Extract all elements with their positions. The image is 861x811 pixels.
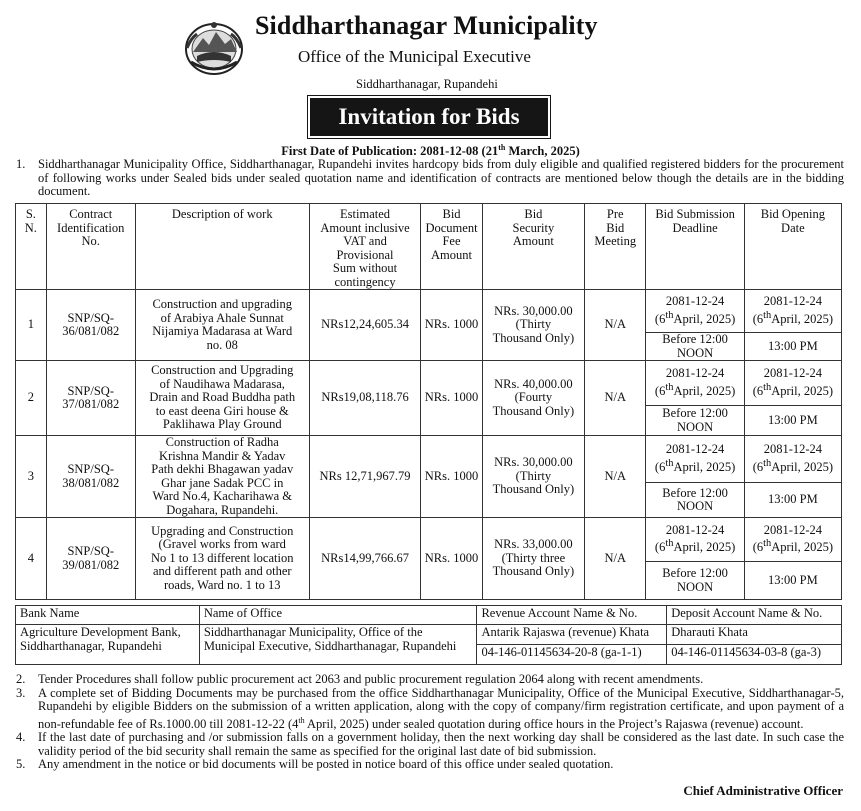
note-item: 3. A complete set of Bidding Documents may be purchased from the office Siddharthanagar Municipality, Office of the Municipal Executive, Siddharthanagar-5, Rupandehi by eligible Bidders on the submission of a written application, along with the copy of company/firm registration certificate, and upon payment of a non-refundable fee of Rs.1000.00 till 2081-12-22 (4th April, 2025) under sealed quotation during office hours in the Project’s Rajaswa (revenue) account. [16,685,844,731]
note-item: 2. Tender Procedures shall follow public procurement act 2063 and public procurement regulation 2064 along with recent amendments. [16,672,704,686]
row-doc-fee: NRs. 1000 [421,361,482,436]
office-name: Siddharthanagar Municipality, Office of the Municipal Executive, Siddharthanagar, Rupandehi [199,625,477,665]
row-contract-id: SNP/SQ- 39/081/082 [46,518,135,600]
row-description: Construction and upgrading of Arabiya Ahale Sunnat Nijamiya Madarasa at Ward no. 08 [135,290,309,361]
row-estimated-amount: NRs 12,71,967.79 [309,436,421,518]
row-contract-id: SNP/SQ- 36/081/082 [46,290,135,361]
notes-list [16,673,844,772]
row-submission-time: Before 12:00 NOON [646,406,744,436]
col-submission-deadline: Bid Submission Deadline [646,204,744,290]
bids-table [15,203,842,600]
row-pre-bid: N/A [585,436,646,518]
bank-table-row [16,625,842,645]
row-pre-bid: N/A [585,518,646,600]
row-estimated-amount: NRs14,99,766.67 [309,518,421,600]
row-sn: 2 [16,361,47,436]
municipality-title: Siddharthanagar Municipality [255,11,598,40]
row-opening-date: 2081-12-24 (6thApril, 2025) [744,290,841,333]
intro-paragraph [16,158,844,199]
revenue-account-number: 04-146-01145634-20-8 (ga-1-1) [477,645,667,665]
table-row [16,436,842,483]
bank-account-table [15,605,842,665]
row-opening-time: 13:00 PM [744,406,841,436]
row-bid-security: NRs. 30,000.00 (Thirty Thousand Only) [482,290,584,361]
row-bid-security: NRs. 40,000.00 (Fourty Thousand Only) [482,361,584,436]
row-doc-fee: NRs. 1000 [421,290,482,361]
notice-banner [310,98,548,136]
row-sn: 3 [16,436,47,518]
row-contract-id: SNP/SQ- 38/081/082 [46,436,135,518]
office-location: Siddharthanagar, Rupandehi [356,77,498,91]
row-opening-time: 13:00 PM [744,483,841,518]
row-pre-bid: N/A [585,361,646,436]
row-opening-date: 2081-12-24 (6thApril, 2025) [744,436,841,483]
header [0,0,861,140]
row-opening-time: 13:00 PM [744,333,841,361]
row-description: Construction and Upgrading of Naudihawa Madarasa, Drain and Road Buddha path to east deena Giri house & Paklihawa Play Ground [135,361,309,436]
intro-number: 1. [16,157,26,171]
table-row [16,361,842,406]
banner-text: Invitation for Bids [338,104,520,129]
row-submission-date: 2081-12-24 (6thApril, 2025) [646,361,744,406]
col-description: Description of work [135,204,309,290]
row-opening-date: 2081-12-24 (6thApril, 2025) [744,361,841,406]
row-doc-fee: NRs. 1000 [421,436,482,518]
table-row [16,290,842,333]
deposit-account-number: 04-146-01145634-03-8 (ga-3) [667,645,842,665]
bank-name: Agriculture Development Bank, Siddharthanagar, Rupandehi [16,625,200,665]
row-estimated-amount: NRs12,24,605.34 [309,290,421,361]
col-pre-bid: Pre Bid Meeting [585,204,646,290]
row-pre-bid: N/A [585,290,646,361]
row-estimated-amount: NRs19,08,118.76 [309,361,421,436]
row-description: Construction of Radha Krishna Mandir & Yadav Path dekhi Bhagawan yadav Ghar jane Sadak PCC in Ward No.4, Kacharihawa & Dogahara, Rupandehi. [135,436,309,518]
revenue-account-name: Antarik Rajaswa (revenue) Khata [477,625,667,645]
row-submission-date: 2081-12-24 (6thApril, 2025) [646,518,744,562]
row-contract-id: SNP/SQ- 37/081/082 [46,361,135,436]
row-description: Upgrading and Construction (Gravel works from ward No 1 to 13 different location and different path and other roads, Ward no. 1 to 13 [135,518,309,600]
bank-col-office-name: Name of Office [199,606,477,625]
bank-table-header [16,606,842,625]
table-row [16,518,842,562]
signature-title: Chief Administrative Officer [683,783,843,798]
nepal-emblem-icon [183,18,245,76]
col-bid-security: Bid Security Amount [482,204,584,290]
col-doc-fee: Bid Document Fee Amount [421,204,482,290]
col-opening-date: Bid Opening Date [744,204,841,290]
bank-col-bank-name: Bank Name [16,606,200,625]
note-item: 5. Any amendment in the notice or bid documents will be posted in notice board of this office under sealed quotation. [16,757,614,772]
col-estimated-amount: Estimated Amount inclusive VAT and Provisional Sum without contingency [309,204,421,290]
bank-col-revenue-account: Revenue Account Name & No. [477,606,667,625]
intro-text: Siddharthanagar Municipality Office, Siddharthanagar, Rupandehi invites hardcopy bids from duly eligible and qualified registered bidders for the procurement of following works under Sealed bids under sealed quotation name and identification of contracts are mentioned below though the details are in the bidding document. [38,157,844,198]
row-submission-date: 2081-12-24 (6thApril, 2025) [646,436,744,483]
deposit-account-name: Dharauti Khata [667,625,842,645]
row-opening-time: 13:00 PM [744,562,841,600]
bank-col-deposit-account: Deposit Account Name & No. [667,606,842,625]
row-sn: 4 [16,518,47,600]
row-submission-time: Before 12:00 NOON [646,333,744,361]
note-item: 4. If the last date of purchasing and /or submission falls on a government holiday, then the next working day shall be considered as the last date. In such case the validity period of the bid security shall remain the same as specified for the original last date of bid submission. [16,730,844,758]
row-submission-date: 2081-12-24 (6thApril, 2025) [646,290,744,333]
row-submission-time: Before 12:00 NOON [646,483,744,518]
bids-table-header [16,204,842,290]
row-submission-time: Before 12:00 NOON [646,562,744,600]
row-bid-security: NRs. 30,000.00 (Thirty Thousand Only) [482,436,584,518]
col-sn: S. N. [16,204,47,290]
col-contract-id: Contract Identification No. [46,204,135,290]
bids-table-body [16,290,842,600]
office-subtitle: Office of the Municipal Executive [298,47,531,66]
row-bid-security: NRs. 33,000.00 (Thirty three Thousand Only) [482,518,584,600]
row-doc-fee: NRs. 1000 [421,518,482,600]
row-sn: 1 [16,290,47,361]
row-opening-date: 2081-12-24 (6thApril, 2025) [744,518,841,562]
publication-date: First Date of Publication: 2081-12-08 (21th March, 2025) [281,143,580,159]
